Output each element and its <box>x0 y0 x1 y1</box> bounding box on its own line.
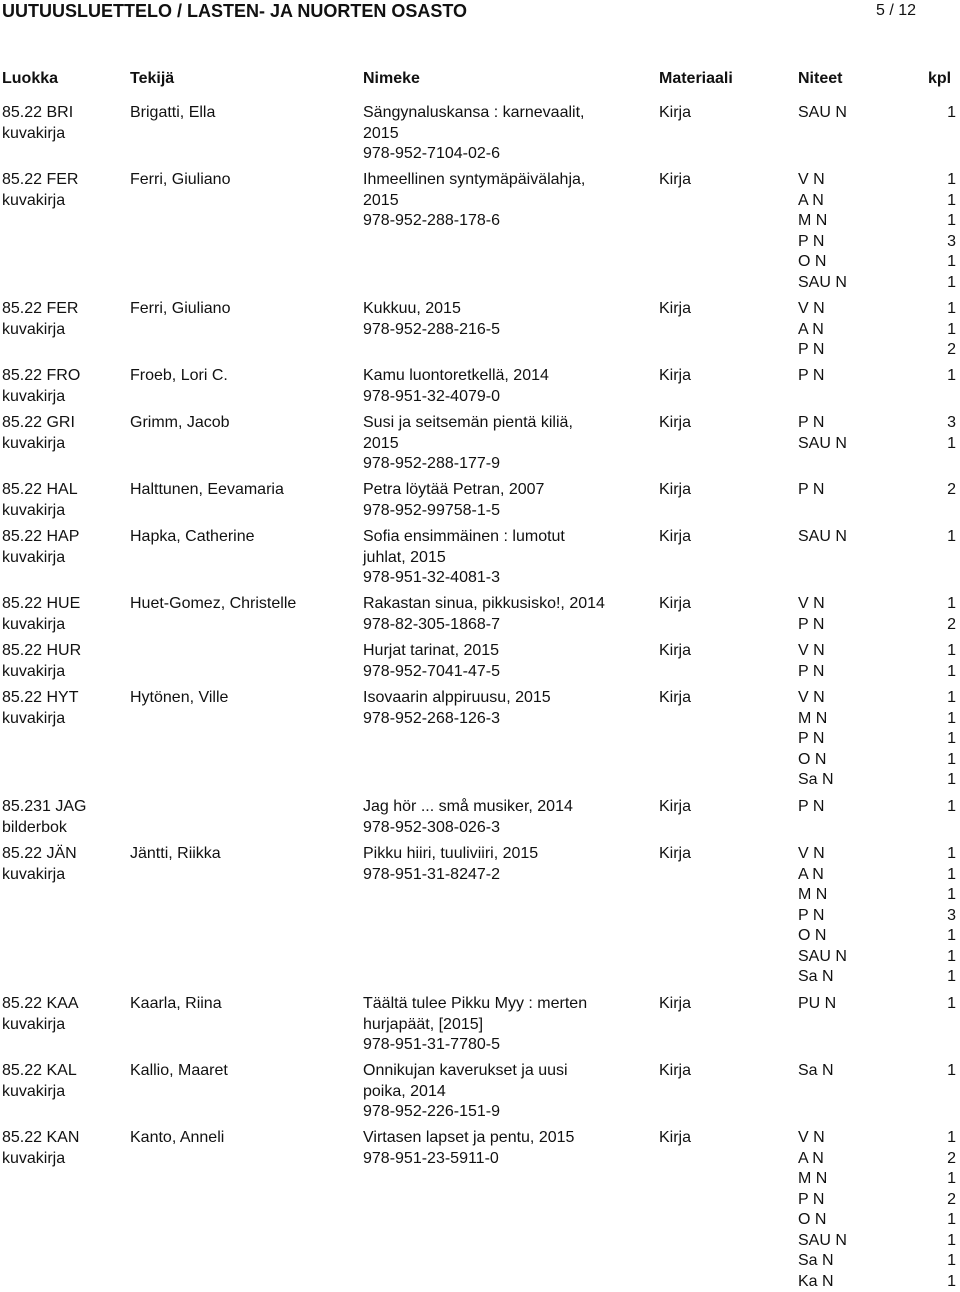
entry-title <box>363 641 500 682</box>
entry-count-line: 1 <box>947 709 956 727</box>
entry-title-line: 978-951-31-7780-5 <box>363 1036 500 1053</box>
entry-copies-line: Sa N <box>798 1062 834 1079</box>
entry-material <box>659 994 691 1015</box>
entry-class-line: kuvakirja <box>2 501 66 519</box>
entry-author <box>130 844 221 865</box>
entry-class-line: kuvakirja <box>2 615 66 633</box>
column-header-niteet: Niteet <box>798 70 843 87</box>
entry-count-line: 1 <box>947 1231 956 1249</box>
entry-title-line: Kukkuu, 2015 <box>363 300 461 317</box>
entry-count-line: 1 <box>947 1129 956 1146</box>
page-header <box>2 0 958 24</box>
entry-material <box>659 844 691 865</box>
entry-title <box>363 1128 574 1169</box>
entry-class-line: kuvakirja <box>2 1149 66 1167</box>
column-header-materiaali: Materiaali <box>659 70 733 87</box>
entry-count-line: 1 <box>947 771 956 788</box>
entry-copies-line: O N <box>798 750 827 768</box>
entry-copies-line: V N <box>798 689 825 706</box>
entry-copies <box>798 844 847 988</box>
entry-title <box>363 797 573 838</box>
entry-copies-line: SAU N <box>798 273 847 291</box>
entry-material-text: Kirja <box>659 1062 692 1079</box>
entry-count-line: 1 <box>947 320 956 338</box>
entry-material <box>659 103 691 124</box>
entry-author <box>130 527 255 548</box>
entry-class <box>2 1128 79 1169</box>
entry-count-line: 1 <box>947 528 956 545</box>
entry-count-line: 1 <box>947 300 956 317</box>
entry-copies <box>798 103 847 124</box>
column-header-kpl: kpl <box>928 70 952 87</box>
entry-title-line: Ihmeellinen syntymäpäivälahja, <box>363 171 586 188</box>
entry-material-text: Kirja <box>659 995 692 1012</box>
column-header-luokka: Luokka <box>2 70 59 87</box>
entry-title <box>363 527 565 589</box>
entry-count-line: 1 <box>947 253 956 270</box>
entry-copies-line: Ka N <box>798 1272 834 1290</box>
entry-author <box>130 366 228 387</box>
entry-author-text: Grimm, Jacob <box>130 414 230 431</box>
entry-count-line: 1 <box>947 212 956 229</box>
entry-copies <box>798 299 825 361</box>
entry-copies <box>798 527 847 548</box>
entry-count <box>936 170 956 293</box>
entry-title-line: 2015 <box>363 191 399 209</box>
entry-count-line: 1 <box>947 191 956 209</box>
entry-material-text: Kirja <box>659 104 692 121</box>
entry-title-line: 978-952-7041-47-5 <box>363 662 500 680</box>
entry-count-line: 3 <box>947 906 956 924</box>
entry-title-line: juhlat, 2015 <box>363 548 446 566</box>
page-number: 5 / 12 <box>875 2 916 19</box>
entry-material-text: Kirja <box>659 642 692 659</box>
entry-class-line: kuvakirja <box>2 387 66 405</box>
entry-copies <box>798 797 824 818</box>
entry-class-line: 85.22 KAL <box>2 1062 77 1079</box>
entry-material-text: Kirja <box>659 528 692 545</box>
entry-class-line: kuvakirja <box>2 124 66 142</box>
entry-class <box>2 366 80 407</box>
entry-count <box>936 994 956 1015</box>
entry-class <box>2 103 73 144</box>
entry-material <box>659 797 691 818</box>
entry-material <box>659 641 691 662</box>
entry-author-text: Kallio, Maaret <box>130 1062 228 1079</box>
entry-title-line: 978-952-7104-02-6 <box>363 145 500 162</box>
entry-count-line: 1 <box>947 845 956 862</box>
entry-author-text: Brigatti, Ella <box>130 104 216 121</box>
entry-class-line: kuvakirja <box>2 1015 66 1033</box>
entry-author-text: Ferri, Giuliano <box>130 171 231 188</box>
entry-copies-line: V N <box>798 1129 825 1146</box>
document-title: UUTUUSLUETTELO / LASTEN- JA NUORTEN OSASTO <box>2 1 468 21</box>
entry-count-line: 1 <box>947 968 956 985</box>
entry-title <box>363 103 584 165</box>
entry-copies <box>798 170 847 293</box>
entry-title <box>363 170 585 232</box>
entry-title-line: Virtasen lapset ja pentu, 2015 <box>363 1129 575 1146</box>
entry-copies-line: P N <box>798 367 825 384</box>
entry-class-line: kuvakirja <box>2 191 66 209</box>
entry-class <box>2 170 78 211</box>
entry-count <box>936 641 956 682</box>
entry-count <box>936 688 956 791</box>
entry-title <box>363 688 551 729</box>
entry-author-text: Ferri, Giuliano <box>130 300 231 317</box>
entry-author <box>130 994 222 1015</box>
entry-count-line: 2 <box>947 1149 956 1167</box>
entry-author-text: Hytönen, Ville <box>130 689 229 706</box>
entry-title-line: Sofia ensimmäinen : lumotut <box>363 528 565 545</box>
entry-title-line: 2015 <box>363 124 399 142</box>
entry-author <box>130 413 230 434</box>
entry-copies-line: M N <box>798 886 828 903</box>
entry-count <box>936 366 956 387</box>
entry-count <box>936 1061 956 1082</box>
entry-copies-line: P N <box>798 906 825 924</box>
entry-class-line: 85.22 BRI <box>2 104 74 121</box>
entry-title-line: 2015 <box>363 434 399 452</box>
entry-copies-line: P N <box>798 414 825 431</box>
entry-author <box>130 299 230 320</box>
entry-class <box>2 641 81 682</box>
entry-count-line: 1 <box>947 104 956 121</box>
entry-title <box>363 594 605 635</box>
entry-copies-line: SAU N <box>798 104 847 121</box>
column-header-nimeke: Nimeke <box>363 70 420 87</box>
entry-title-line: Pikku hiiri, tuuliviiri, 2015 <box>363 845 539 862</box>
entry-title-line: Petra löytää Petran, 2007 <box>363 481 545 498</box>
entry-copies-line: V N <box>798 845 825 862</box>
entry-count-line: 1 <box>947 1211 956 1228</box>
entry-count <box>936 413 956 454</box>
entry-title-line: Onnikujan kaverukset ja uusi <box>363 1062 568 1079</box>
entry-count-line: 1 <box>947 798 956 815</box>
entry-title-line: 978-951-23-5911-0 <box>363 1149 499 1167</box>
entry-count-line: 1 <box>947 434 956 452</box>
entry-copies-line: SAU N <box>798 434 847 452</box>
entry-count <box>936 480 956 501</box>
entry-copies-line: Sa N <box>798 968 834 985</box>
entry-class-line: 85.22 HUR <box>2 642 82 659</box>
entry-author <box>130 480 284 501</box>
entry-copies-line: V N <box>798 171 825 188</box>
entry-class-line: kuvakirja <box>2 434 66 452</box>
entry-copies-line: M N <box>798 1170 828 1187</box>
entry-title <box>363 299 500 340</box>
entry-class-line: kuvakirja <box>2 865 66 883</box>
entry-copies <box>798 480 824 501</box>
entry-material <box>659 480 691 501</box>
entry-count <box>936 299 956 361</box>
entry-count-line: 1 <box>947 947 956 965</box>
entry-title-line: 978-951-32-4081-3 <box>363 569 500 586</box>
entry-copies-line: A N <box>798 865 824 883</box>
entry-material <box>659 1128 691 1149</box>
entry-count <box>936 103 956 124</box>
entry-count-line: 1 <box>947 886 956 903</box>
entry-material <box>659 1061 691 1082</box>
entry-title-line: 978-952-288-216-5 <box>363 320 500 338</box>
entry-class-line: kuvakirja <box>2 1082 66 1100</box>
entry-title-line: poika, 2014 <box>363 1082 446 1100</box>
entry-author <box>130 688 228 709</box>
entry-copies <box>798 1128 847 1292</box>
entry-count-line: 2 <box>947 481 956 498</box>
entry-title-line: Isovaarin alppiruusu, 2015 <box>363 689 551 706</box>
entry-author <box>130 1061 228 1082</box>
entry-copies <box>798 413 847 454</box>
entry-class <box>2 994 79 1035</box>
entry-author-text: Halttunen, Eevamaria <box>130 481 284 498</box>
entry-count-line: 1 <box>947 730 956 747</box>
entry-title <box>363 994 587 1056</box>
entry-class <box>2 299 78 340</box>
entry-class <box>2 688 78 729</box>
column-header-tekija: Tekijä <box>130 70 175 87</box>
entry-class <box>2 797 87 838</box>
entry-count-line: 1 <box>947 642 956 659</box>
entry-copies-line: P N <box>798 232 825 250</box>
entry-title-line: 978-952-226-151-9 <box>363 1103 500 1120</box>
entry-class-line: kuvakirja <box>2 709 66 727</box>
entry-title-line: Täältä tulee Pikku Myy : merten <box>363 995 588 1012</box>
entry-count-line: 1 <box>947 750 956 768</box>
entry-copies-line: P N <box>798 341 825 358</box>
entry-copies-line: A N <box>798 191 824 209</box>
entry-class-line: 85.22 KAN <box>2 1129 80 1146</box>
entry-copies-line: O N <box>798 1211 827 1228</box>
entry-copies-line: M N <box>798 212 828 229</box>
entry-material <box>659 688 691 709</box>
entry-material <box>659 594 691 615</box>
entry-author <box>130 103 215 124</box>
entry-title-line: 978-82-305-1868-7 <box>363 615 500 633</box>
entry-material <box>659 413 691 434</box>
entry-class-line: 85.22 FER <box>2 171 79 188</box>
column-headers <box>2 70 958 90</box>
entry-copies-line: P N <box>798 1190 825 1208</box>
entry-copies-line: O N <box>798 927 827 944</box>
entry-class <box>2 844 77 885</box>
entry-copies-line: P N <box>798 730 825 747</box>
entry-class-line: kuvakirja <box>2 320 66 338</box>
entry-copies-line: SAU N <box>798 1231 847 1249</box>
entry-class-line: 85.22 JÄN <box>2 845 77 862</box>
entry-copies-line: P N <box>798 615 825 633</box>
entry-material-text: Kirja <box>659 798 692 815</box>
entry-title-line: Sängynaluskansa : karnevaalit, <box>363 104 585 121</box>
entry-copies-line: P N <box>798 798 825 815</box>
entry-copies-line: M N <box>798 709 828 727</box>
entry-count <box>936 797 956 818</box>
entry-copies <box>798 366 824 387</box>
entry-title <box>363 413 573 475</box>
entry-class-line: 85.22 GRI <box>2 414 75 431</box>
entry-count <box>936 594 956 635</box>
entry-count-line: 1 <box>947 1062 956 1079</box>
entry-material <box>659 527 691 548</box>
entry-count-line: 2 <box>947 615 956 633</box>
entry-copies-line: O N <box>798 253 827 270</box>
entry-title-line: Jag hör ... små musiker, 2014 <box>363 798 573 815</box>
entry-class-line: 85.22 HAL <box>2 481 78 498</box>
entry-count-line: 3 <box>947 232 956 250</box>
entry-class <box>2 480 78 521</box>
entry-copies <box>798 994 836 1015</box>
entry-copies-line: Sa N <box>798 1252 834 1269</box>
entry-material-text: Kirja <box>659 481 692 498</box>
entry-count-line: 2 <box>947 1190 956 1208</box>
entry-title-line: 978-952-99758-1-5 <box>363 501 500 519</box>
entry-class-line: bilderbok <box>2 818 67 836</box>
entry-title <box>363 844 538 885</box>
entry-title-line: 978-952-288-177-9 <box>363 455 500 472</box>
entry-title-line: 978-952-308-026-3 <box>363 818 500 836</box>
entry-copies-line: SAU N <box>798 947 847 965</box>
entry-count-line: 2 <box>947 341 956 358</box>
entry-copies <box>798 1061 834 1082</box>
entry-count-line: 1 <box>947 662 956 680</box>
entry-title-line: Kamu luontoretkellä, 2014 <box>363 367 549 384</box>
entry-count <box>936 527 956 548</box>
entry-class-line: kuvakirja <box>2 548 66 566</box>
entry-class <box>2 594 80 635</box>
entry-count-line: 1 <box>947 689 956 706</box>
entry-material <box>659 170 691 191</box>
entry-title <box>363 366 549 407</box>
entry-count <box>936 844 956 988</box>
entry-material-text: Kirja <box>659 300 692 317</box>
entry-class-line: 85.22 FRO <box>2 367 81 384</box>
entry-material <box>659 366 691 387</box>
entry-count <box>936 1128 956 1292</box>
entry-count-line: 1 <box>947 171 956 188</box>
entry-class-line: 85.231 JAG <box>2 798 87 815</box>
entry-title-line: 978-951-31-8247-2 <box>363 865 500 883</box>
entry-count-line: 1 <box>947 865 956 883</box>
entry-count-line: 1 <box>947 1252 956 1269</box>
entry-author-text: Jäntti, Riikka <box>130 845 221 862</box>
entry-author-text: Huet-Gomez, Christelle <box>130 595 297 612</box>
entry-copies-line: PU N <box>798 995 837 1012</box>
entry-copies-line: Sa N <box>798 771 834 788</box>
entry-title-line: Rakastan sinua, pikkusisko!, 2014 <box>363 595 605 612</box>
entry-class-line: 85.22 HYT <box>2 689 79 706</box>
entry-copies-line: V N <box>798 642 825 659</box>
entry-material-text: Kirja <box>659 845 692 862</box>
entry-title-line: Hurjat tarinat, 2015 <box>363 642 500 659</box>
entry-copies-line: P N <box>798 481 825 498</box>
entry-class-line: 85.22 KAA <box>2 995 79 1012</box>
entry-class-line: 85.22 FER <box>2 300 79 317</box>
entry-material-text: Kirja <box>659 367 692 384</box>
entry-author-text: Hapka, Catherine <box>130 528 255 545</box>
entry-author-text: Froeb, Lori C. <box>130 367 228 384</box>
entry-material-text: Kirja <box>659 595 692 612</box>
entry-copies-line: A N <box>798 1149 824 1167</box>
entry-class <box>2 413 75 454</box>
entry-author <box>130 1128 224 1149</box>
entry-author <box>130 594 296 615</box>
entry-class <box>2 527 79 568</box>
entry-class-line: 85.22 HAP <box>2 528 80 545</box>
entry-author-text: Kaarla, Riina <box>130 995 222 1012</box>
entry-class-line: 85.22 HUE <box>2 595 81 612</box>
entry-title-line: Susi ja seitsemän pientä kiliä, <box>363 414 573 431</box>
entry-material-text: Kirja <box>659 1129 692 1146</box>
entry-count-line: 1 <box>947 595 956 612</box>
entry-count-line: 3 <box>947 414 956 431</box>
entry-title-line: hurjapäät, [2015] <box>363 1015 484 1033</box>
entry-copies <box>798 641 825 682</box>
entry-author-text: Kanto, Anneli <box>130 1129 225 1146</box>
entry-count-line: 1 <box>947 1272 956 1290</box>
entry-copies <box>798 594 825 635</box>
entry-copies-line: SAU N <box>798 528 847 545</box>
entry-copies-line: A N <box>798 320 824 338</box>
entry-title <box>363 480 544 521</box>
entry-title-line: 978-952-268-126-3 <box>363 709 500 727</box>
entry-title <box>363 1061 568 1123</box>
entry-copies-line: V N <box>798 595 825 612</box>
entry-title-line: 978-952-288-178-6 <box>363 212 500 229</box>
entry-count-line: 1 <box>947 995 956 1012</box>
entry-author <box>130 170 230 191</box>
entry-material-text: Kirja <box>659 689 692 706</box>
entry-copies-line: P N <box>798 662 825 680</box>
entry-material-text: Kirja <box>659 171 692 188</box>
entry-title-line: 978-951-32-4079-0 <box>363 387 500 405</box>
entry-count-line: 1 <box>947 273 956 291</box>
entry-count-line: 1 <box>947 1170 956 1187</box>
entry-copies <box>798 688 834 791</box>
entry-class-line: kuvakirja <box>2 662 66 680</box>
entry-count-line: 1 <box>947 927 956 944</box>
entry-material <box>659 299 691 320</box>
entry-class <box>2 1061 77 1102</box>
entry-count-line: 1 <box>947 367 956 384</box>
entry-material-text: Kirja <box>659 414 692 431</box>
entry-copies-line: V N <box>798 300 825 317</box>
